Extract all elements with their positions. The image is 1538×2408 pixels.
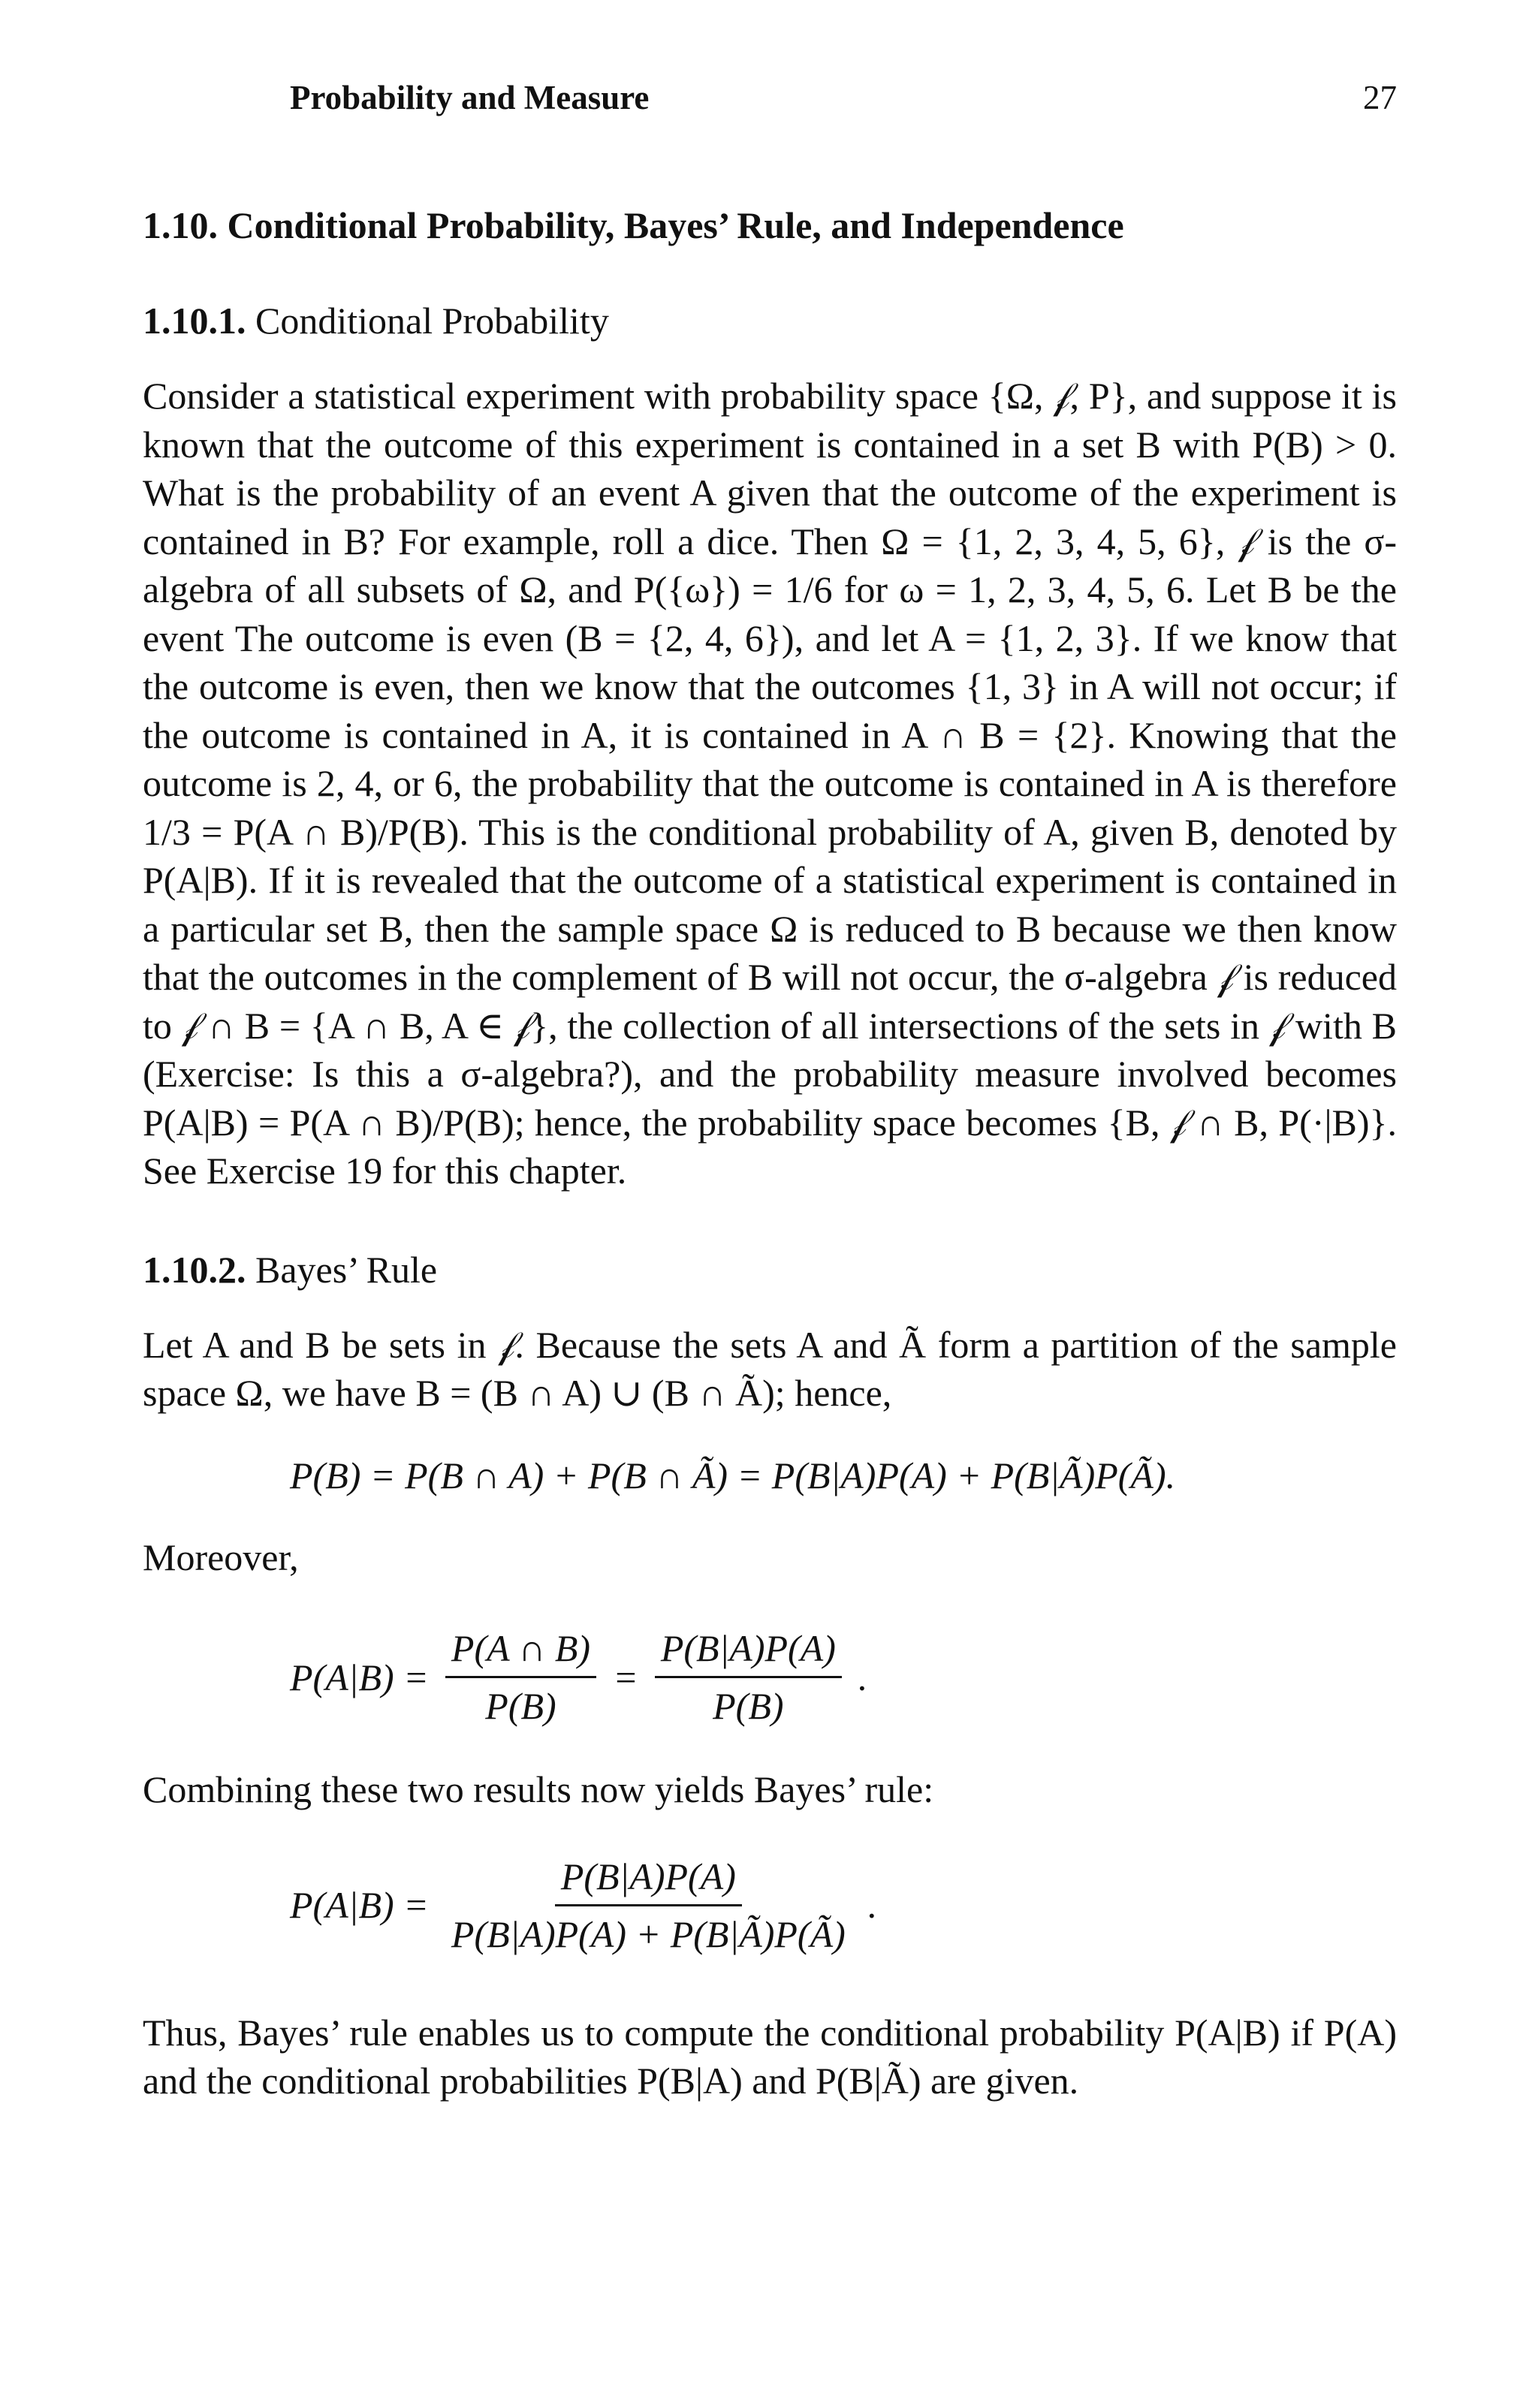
fraction bbox=[445, 1855, 852, 1956]
paragraph-conditional-probability: Consider a statistical experiment with probability space {Ω, 𝒻, P}, and suppose it is known that the outcome of this experiment is contained in a set B with P(B) > 0. What is the probability of an event A given that the outcome of the experiment is contained in B? For example, roll a dice. Then Ω = {1, 2, 3, 4, 5, 6}, 𝒻 is the σ-algebra of all subsets of Ω, and P({ω}) = 1/6 for ω = 1, 2, 3, 4, 5, 6. Let B be the event The outcome is even (B = {2, 4, 6}), and let A = {1, 2, 3}. If we know that the outcome is even, then we know that the outcomes {1, 3} in A will not occur; if the outcome is contained in A, it is contained in A ∩ B = {2}. Knowing that the outcome is 2, 4, or 6, the probability that the outcome is contained in A is therefore 1/3 = P(A ∩ B)/P(B). This is the conditional probability of A, given B, denoted by P(A|B). If it is revealed that the outcome of a statistical experiment is contained in a particular set B, then the sample space Ω is reduced to B because we then know that the outcomes in the complement of B will not occur, the σ-algebra 𝒻 is reduced to 𝒻 ∩ B = {A ∩ B, A ∈ 𝒻}, the collection of all intersections of the sets in 𝒻 with B (Exercise: Is this a σ-algebra?), and the probability measure involved becomes P(A|B) = P(A ∩ B)/P(B); hence, the probability space becomes {B, 𝒻 ∩ B, P(·|B)}. See Exercise 19 for this chapter. bbox=[143, 375, 1397, 1192]
paragraph-conclusion: Thus, Bayes’ rule enables us to compute the conditional probability P(A|B) if P(A) and the conditional probabilities P(B|A) and P(B|Ã) are given. bbox=[143, 2011, 1397, 2102]
equation-conditional bbox=[143, 1626, 1397, 1728]
page bbox=[143, 81, 1397, 2105]
fraction-numerator: P(B|A)P(A) bbox=[555, 1855, 742, 1906]
fraction-denominator: P(B) bbox=[713, 1685, 784, 1727]
fraction-denominator: P(B) bbox=[485, 1685, 556, 1727]
paragraph-combining: Combining these two results now yields Bayes’ rule: bbox=[143, 1768, 934, 1810]
equation-period: . bbox=[858, 1656, 868, 1698]
fraction bbox=[445, 1626, 596, 1728]
subsection-number: 1.10.1. bbox=[143, 300, 246, 342]
paragraph-moreover: Moreover, bbox=[143, 1536, 299, 1578]
fraction-denominator: P(B|A)P(A) + P(B|Ã)P(Ã) bbox=[451, 1912, 846, 1955]
equation-bayes-rule bbox=[143, 1855, 1397, 1956]
equation-lhs: P(A|B) = bbox=[290, 1656, 429, 1698]
equation-text: P(B) = P(B ∩ A) + P(B ∩ Ã) = P(B|A)P(A) + P(B|Ã)P(Ã). bbox=[290, 1454, 1176, 1496]
subsection-title: Conditional Probability bbox=[255, 300, 609, 342]
fraction bbox=[655, 1626, 842, 1728]
fraction-numerator: P(B|A)P(A) bbox=[655, 1626, 842, 1678]
running-head bbox=[143, 81, 1397, 115]
page-number: 27 bbox=[1363, 79, 1397, 116]
equals-sign: = bbox=[613, 1656, 638, 1698]
subsection-title: Bayes’ Rule bbox=[255, 1248, 438, 1291]
equation-lhs: P(A|B) = bbox=[290, 1884, 429, 1926]
section-heading: 1.10. Conditional Probability, Bayes’ Rule, and Independence bbox=[143, 204, 1124, 246]
equation-total-probability bbox=[143, 1454, 1397, 1497]
fraction-numerator: P(A ∩ B) bbox=[445, 1626, 596, 1678]
subsection-heading-conditional bbox=[143, 300, 1397, 342]
running-title: Probability and Measure bbox=[290, 79, 650, 116]
equation-period: . bbox=[867, 1884, 878, 1926]
subsection-number: 1.10.2. bbox=[143, 1248, 246, 1291]
paragraph-bayes-intro: Let A and B be sets in 𝒻. Because the sets A and Ã form a partition of the sample space Ω, we have B = (B ∩ A) ∪ (B ∩ Ã); hence, bbox=[143, 1323, 1397, 1414]
subsection-heading-bayes bbox=[143, 1249, 1397, 1291]
